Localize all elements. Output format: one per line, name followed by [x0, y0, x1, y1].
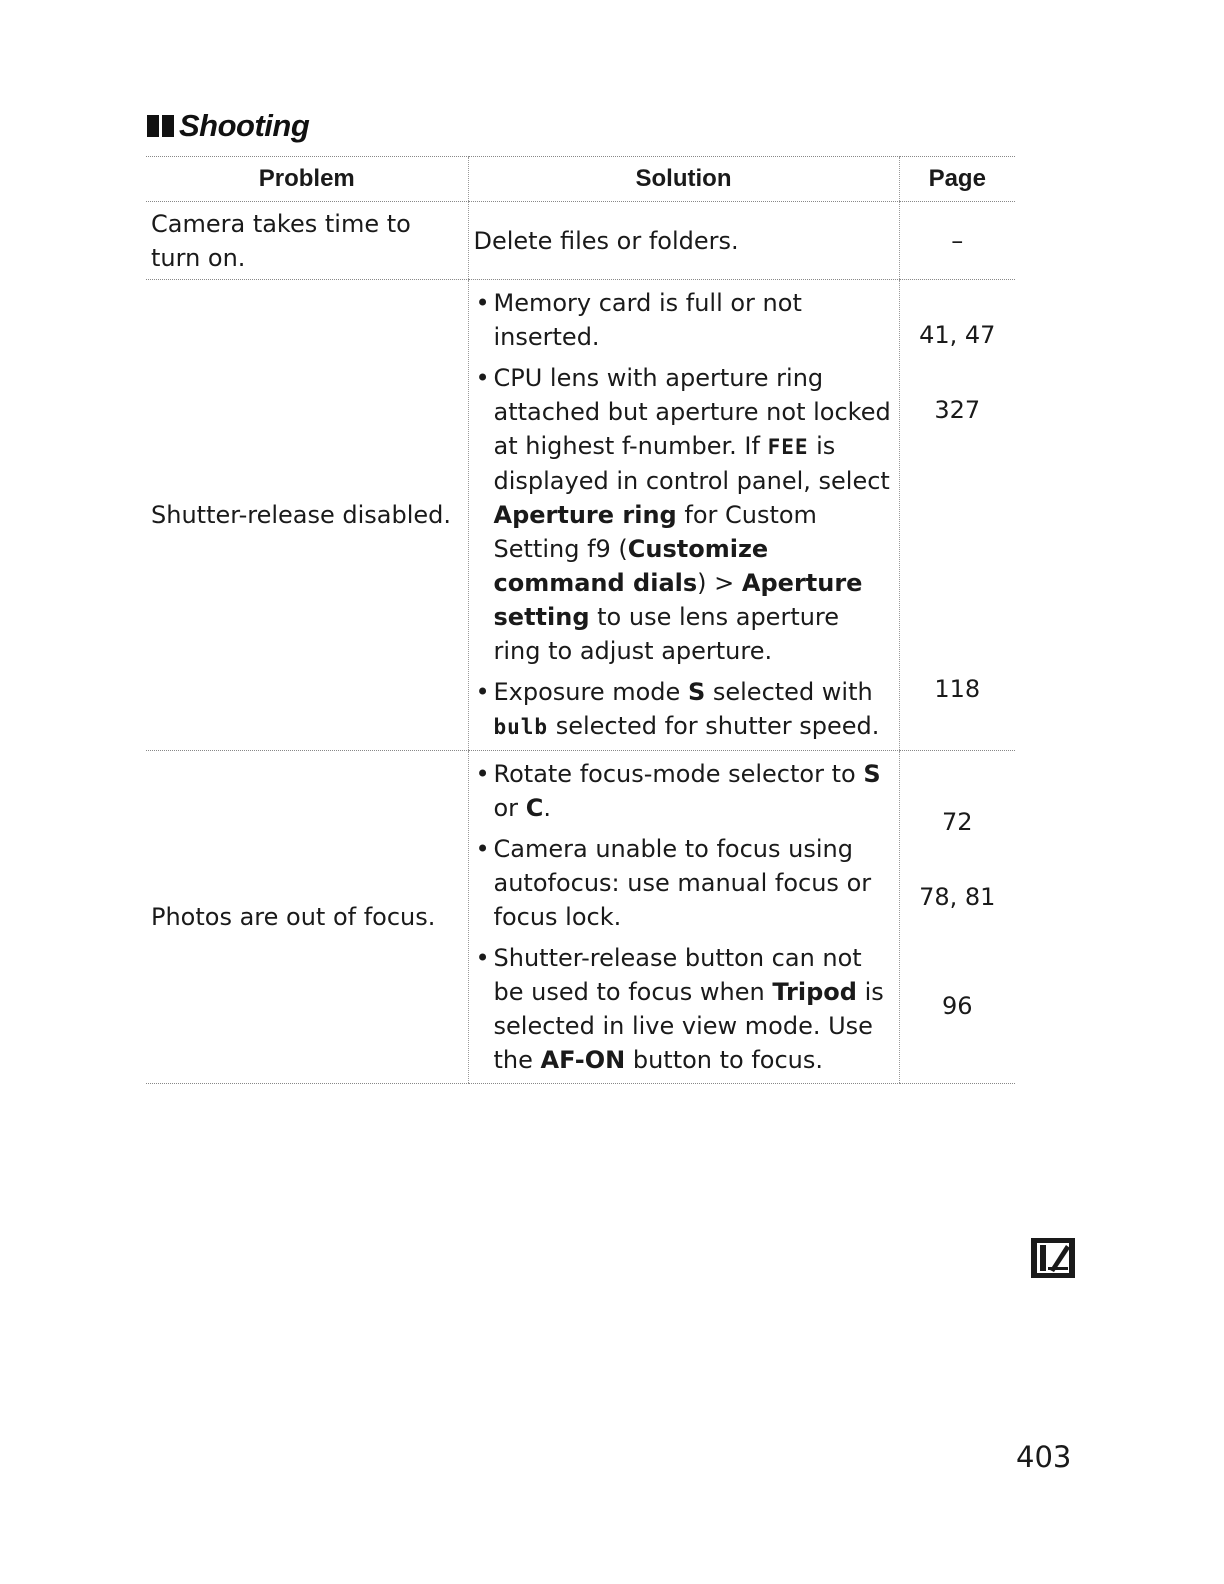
mode-symbol: S: [863, 760, 881, 788]
problem-cell: Camera takes time to turn on.: [146, 202, 468, 280]
problem-cell: Photos are out of focus.: [146, 751, 468, 1084]
solution-item: • CPU lens with aperture ring attached but aperture not locked at highest f-number. If FEE is displayed in control panel, select Aperture ring for Custom Setting f9 (Customize command dials) > Aperture setting to use lens aperture ring to adjust aperture.: [473, 361, 893, 668]
troubleshooting-table: [146, 156, 1015, 1084]
lcd-display-text: FEE: [767, 435, 809, 459]
menu-option: Aperture ring: [493, 501, 677, 529]
page-ref: 327: [934, 395, 981, 424]
solution-cell: [468, 280, 899, 751]
section-title: Shooting: [179, 108, 310, 143]
solution-item: • Memory card is full or not inserted.: [473, 286, 893, 354]
solution-cell: [468, 751, 899, 1084]
section-heading: [147, 108, 309, 144]
page-ref: 72: [941, 807, 973, 836]
menu-option: Customize command dials: [493, 535, 769, 597]
solution-item: • Camera unable to focus using autofocus: use manual focus or focus lock.: [473, 832, 893, 934]
solution-cell: Delete files or folders.: [468, 202, 899, 280]
page-ref: 41, 47: [919, 320, 996, 349]
page-list: [900, 312, 1016, 719]
mode-symbol: C: [525, 794, 544, 822]
menu-option: Aperture setting: [493, 569, 863, 631]
page-ref: 96: [941, 991, 973, 1020]
table-header-row: [146, 157, 1015, 202]
section-marker-icon: [147, 115, 174, 137]
page-ref: –: [899, 202, 1015, 280]
solution-list: [473, 751, 893, 1083]
table-row: [146, 202, 1015, 280]
header-page: Page: [899, 157, 1015, 202]
page-cell: [899, 280, 1015, 751]
page-ref: 118: [934, 674, 981, 703]
page-cell: [899, 751, 1015, 1084]
menu-option: Tripod: [772, 978, 857, 1006]
solution-item: • Rotate focus-mode selector to S or C.: [473, 757, 893, 825]
problem-cell: Shutter-release disabled.: [146, 280, 468, 751]
mode-symbol: S: [687, 678, 706, 706]
button-label: AF-ON: [540, 1046, 626, 1074]
solution-list: [473, 280, 893, 750]
page-list: [900, 799, 1016, 1036]
page-ref: 78, 81: [919, 882, 996, 911]
troubleshooting-tab-icon: [1030, 1236, 1076, 1280]
lcd-display-text: bulb: [493, 715, 549, 739]
header-problem: Problem: [146, 157, 468, 202]
solution-item: • Exposure mode S selected with bulb selected for shutter speed.: [473, 675, 893, 744]
header-solution: Solution: [468, 157, 899, 202]
table-row: [146, 751, 1015, 1084]
page-number: 403: [1016, 1440, 1072, 1474]
solution-item: • Shutter-release button can not be used to focus when Tripod is selected in live view mode. Use the AF-ON button to focus.: [473, 941, 893, 1077]
table-row: [146, 280, 1015, 751]
